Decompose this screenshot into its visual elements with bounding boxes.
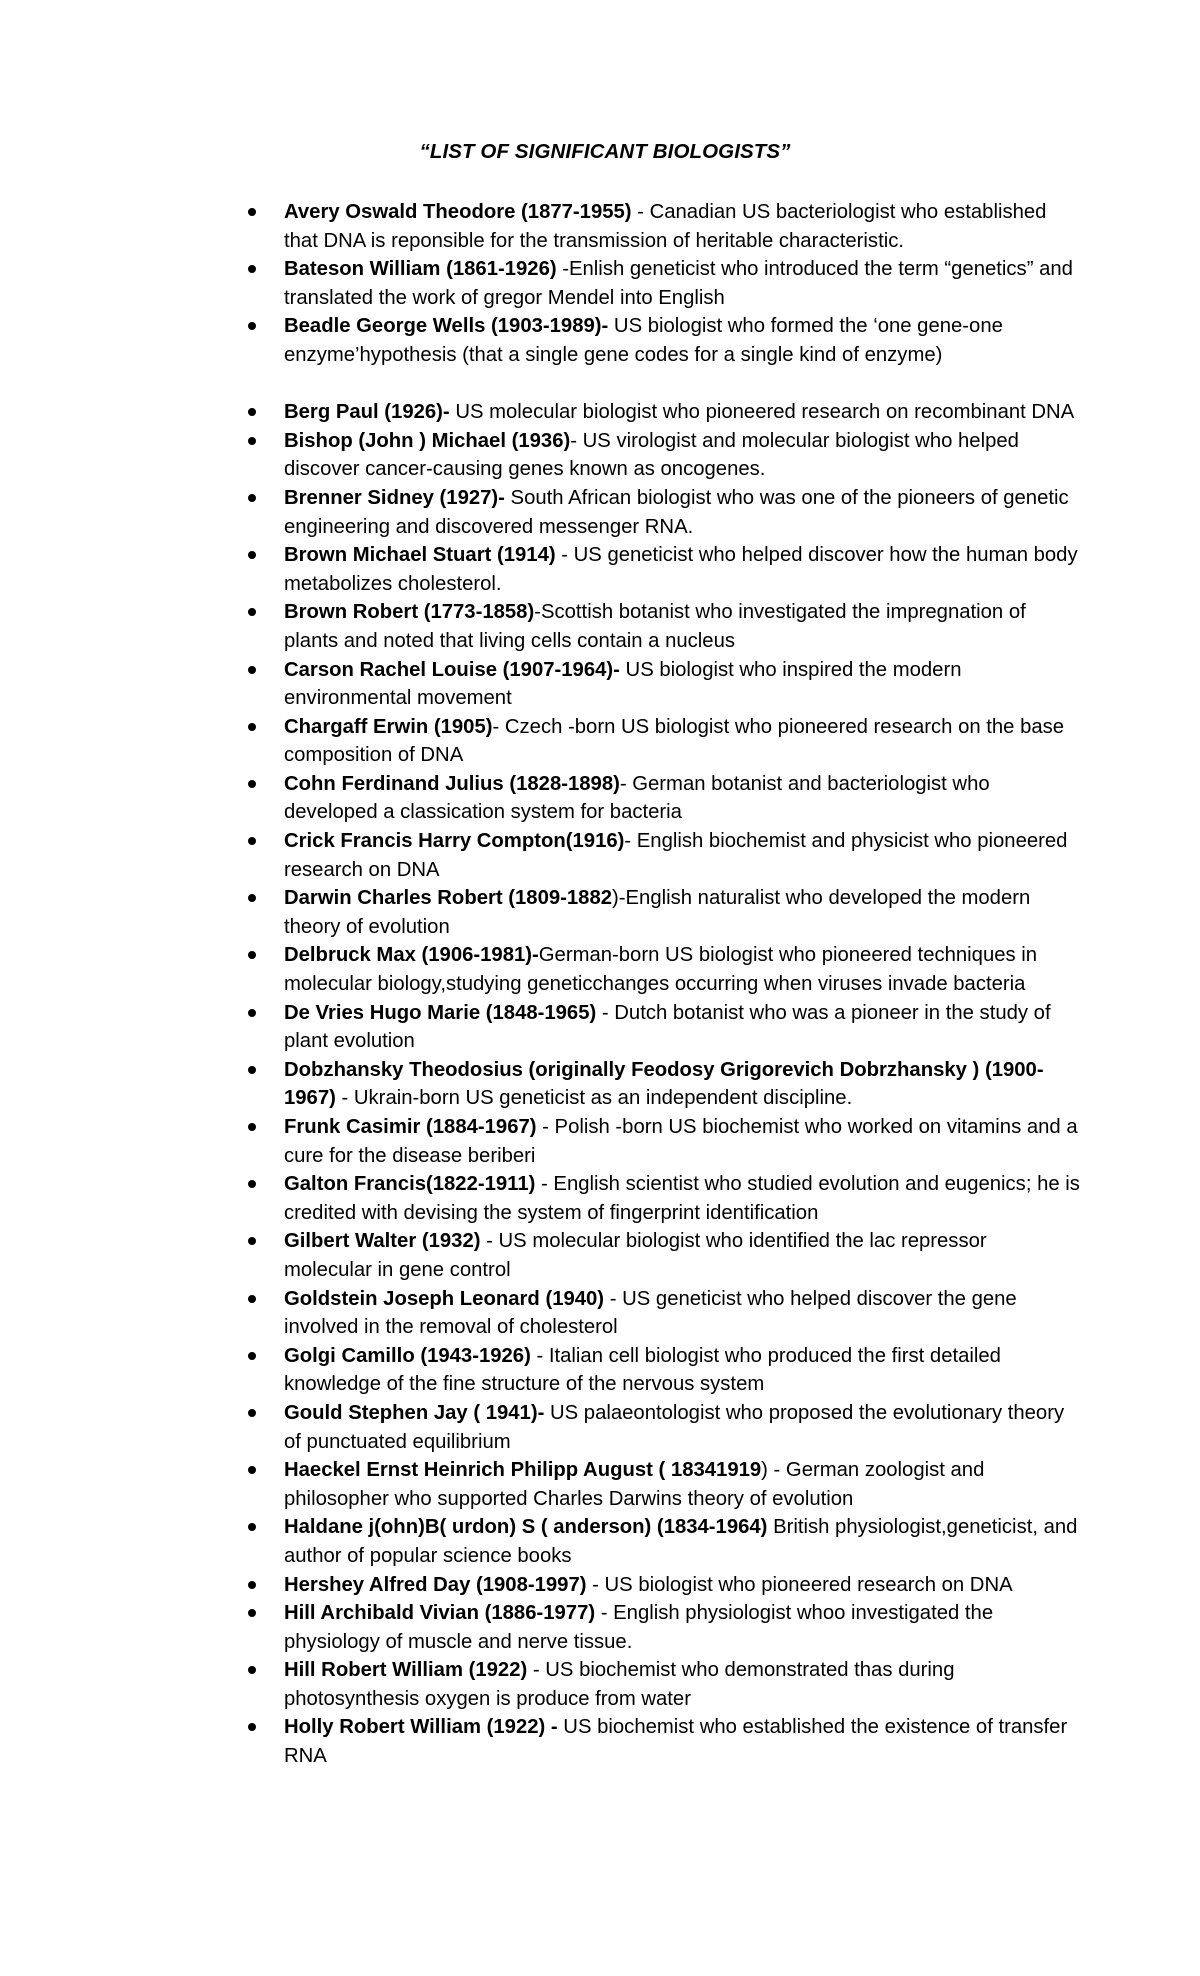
biologist-name: Avery Oswald Theodore (1877-1955) bbox=[284, 201, 632, 223]
list-item bbox=[0, 656, 1080, 713]
bullet-icon bbox=[248, 1295, 256, 1303]
biologist-description: US biologist who formed the ‘one gene-one enzyme’hypothesis (that a single gene codes for a single kind of enzyme) bbox=[284, 315, 1003, 366]
bullet-icon bbox=[248, 894, 256, 902]
biologist-description: - English physiologist whoo investigated the physiology of muscle and nerve tissue. bbox=[284, 1602, 994, 1653]
biologist-name: Brown Robert (1773-1858) bbox=[284, 601, 535, 624]
list-item bbox=[0, 1285, 1080, 1342]
biologist-description: British physiologist,geneticist, and author of popular science books bbox=[284, 1516, 1078, 1567]
bullet-icon bbox=[248, 1466, 256, 1474]
list-item bbox=[0, 1056, 1080, 1113]
biologist-description: - English scientist who studied evolution and eugenics; he is credited with devising the system of fingerprint identification bbox=[284, 1173, 1080, 1224]
biologist-list bbox=[0, 198, 1200, 1771]
biologist-description: - Czech -born US biologist who pioneered research on the base composition of DNA bbox=[284, 715, 1065, 767]
biologist-name: Goldstein Joseph Leonard (1940) bbox=[284, 1287, 605, 1310]
list-item bbox=[0, 484, 1080, 541]
list-item bbox=[0, 1656, 1080, 1713]
biologist-name: Haeckel Ernst Heinrich Philipp August ( 18341919 bbox=[284, 1459, 762, 1482]
biologist-name: Brenner Sidney (1927)- bbox=[284, 486, 505, 509]
biologist-name: Beadle George Wells (1903-1989)- bbox=[284, 315, 609, 338]
biologist-description: German-born US biologist who pioneered techniques in molecular biology,studying geneticchanges occurring when viruses invade bacteria bbox=[284, 944, 1038, 996]
biologist-description: US biochemist who established the existence of transfer RNA bbox=[284, 1716, 1068, 1768]
bullet-icon bbox=[248, 1409, 256, 1417]
list-item bbox=[0, 770, 1080, 827]
bullet-icon bbox=[248, 494, 256, 502]
list-item bbox=[0, 255, 1080, 312]
bullet-icon bbox=[248, 408, 256, 416]
list-item bbox=[0, 1571, 1080, 1600]
biologist-name: Gould Stephen Jay ( 1941)- bbox=[284, 1401, 545, 1424]
biologist-description: South African biologist who was one of the pioneers of genetic engineering and discovered messenger RNA. bbox=[284, 486, 1069, 538]
bullet-icon bbox=[248, 780, 256, 788]
bullet-icon bbox=[248, 1609, 256, 1617]
list-item bbox=[0, 1342, 1080, 1399]
bullet-icon bbox=[248, 1009, 256, 1017]
biologist-name: Holly Robert William (1922) - bbox=[284, 1716, 558, 1739]
biologist-name: Haldane j(ohn)B( urdon) S ( anderson) (1834-1964) bbox=[284, 1516, 768, 1539]
list-item bbox=[0, 999, 1080, 1056]
biologist-name: Crick Francis Harry Compton(1916) bbox=[284, 830, 625, 853]
list-item bbox=[0, 1399, 1080, 1456]
bullet-icon bbox=[248, 837, 256, 845]
list-item bbox=[0, 1513, 1080, 1570]
bullet-icon bbox=[248, 551, 256, 559]
biologist-name: Carson Rachel Louise (1907-1964)- bbox=[284, 658, 620, 681]
list-item bbox=[0, 1713, 1080, 1770]
bullet-icon bbox=[248, 1581, 256, 1589]
biologist-name: Bateson William (1861-1926) bbox=[284, 258, 557, 281]
biologist-description: US palaeontologist who proposed the evolutionary theory of punctuated equilibrium bbox=[284, 1401, 1065, 1453]
biologist-name: Hill Archibald Vivian (1886-1977) bbox=[284, 1602, 596, 1625]
bullet-icon bbox=[248, 322, 256, 330]
biologist-name: Hershey Alfred Day (1908-1997) bbox=[284, 1573, 587, 1596]
biologist-description: )-English naturalist who developed the modern theory of evolution bbox=[284, 887, 1031, 938]
bullet-icon bbox=[248, 1123, 256, 1131]
list-item bbox=[0, 1599, 1080, 1656]
biologist-description: - US biochemist who demonstrated thas during photosynthesis oxygen is produce from water bbox=[284, 1659, 955, 1710]
bullet-icon bbox=[248, 1666, 256, 1674]
list-item bbox=[0, 427, 1080, 484]
biologist-description: - US virologist and molecular biologist who helped discover cancer-causing genes known as oncogenes. bbox=[284, 429, 1019, 481]
biologist-name: Gilbert Walter (1932) bbox=[284, 1230, 481, 1253]
biologist-name: Golgi Camillo (1943-1926) bbox=[284, 1344, 531, 1367]
biologist-description: US molecular biologist who pioneered research on recombinant DNA bbox=[449, 401, 1075, 424]
bullet-icon bbox=[248, 1523, 256, 1531]
biologist-name: Frunk Casimir (1884-1967) bbox=[284, 1116, 537, 1138]
bullet-icon bbox=[248, 666, 256, 674]
list-item bbox=[0, 541, 1080, 598]
bullet-icon bbox=[248, 265, 256, 273]
list-item bbox=[0, 827, 1080, 884]
bullet-icon bbox=[248, 1723, 256, 1731]
biologist-name: Brown Michael Stuart (1914) bbox=[284, 544, 556, 567]
list-item bbox=[0, 1170, 1080, 1227]
biologist-name: Hill Robert William (1922) bbox=[284, 1659, 528, 1682]
list-item bbox=[0, 713, 1080, 770]
biologist-description: - US geneticist who helped discover the gene involved in the removal of cholesterol bbox=[284, 1287, 1017, 1339]
list-item bbox=[0, 884, 1080, 941]
list-item bbox=[0, 1113, 1080, 1170]
bullet-icon bbox=[248, 951, 256, 959]
biologist-description: - English biochemist and physicist who pioneered research on DNA bbox=[284, 830, 1068, 881]
biologist-description: ) - German zoologist and philosopher who supported Charles Darwins theory of evolution bbox=[284, 1459, 985, 1510]
biologist-description: - Canadian US bacteriologist who established that DNA is reponsible for the transmission of heritable characteristic. bbox=[284, 201, 1047, 252]
list-item bbox=[0, 398, 1080, 427]
bullet-icon bbox=[248, 208, 256, 216]
biologist-name: Chargaff Erwin (1905) bbox=[284, 715, 493, 738]
biologist-description: -Enlish geneticist who introduced the term “genetics” and translated the work of gregor Mendel into English bbox=[284, 258, 1073, 309]
bullet-icon bbox=[248, 1180, 256, 1188]
list-item bbox=[0, 598, 1080, 655]
biologist-name: Dobzhansky Theodosius (originally Feodosy Grigorevich Dobrzhansky ) (1900-1967) bbox=[284, 1058, 1044, 1110]
biologist-description: - German botanist and bacteriologist who developed a classication system for bacteria bbox=[284, 772, 990, 824]
biologist-name: De Vries Hugo Marie (1848-1965) bbox=[284, 1001, 597, 1024]
bullet-icon bbox=[248, 437, 256, 445]
biologist-description: US biologist who inspired the modern environmental movement bbox=[284, 658, 962, 710]
biologist-description: - Ukrain-born US geneticist as an independent discipline. bbox=[335, 1087, 853, 1110]
biologist-description: - Polish -born US biochemist who worked on vitamins and a cure for the disease beriberi bbox=[284, 1116, 1078, 1167]
bullet-icon bbox=[248, 608, 256, 616]
biologist-description: - Italian cell biologist who produced the first detailed knowledge of the fine structure of the nervous system bbox=[284, 1344, 1001, 1396]
biologist-description: - US molecular biologist who identified the lac repressor molecular in gene control bbox=[284, 1230, 987, 1281]
biologist-name: Berg Paul (1926)- bbox=[284, 401, 450, 424]
biologist-description: - US biologist who pioneered research on DNA bbox=[586, 1573, 1013, 1596]
biologist-name: Darwin Charles Robert (1809-1882 bbox=[284, 887, 613, 910]
biologist-name: Cohn Ferdinand Julius (1828-1898) bbox=[284, 772, 620, 795]
biologist-name: Bishop (John ) Michael (1936) bbox=[284, 429, 571, 452]
bullet-icon bbox=[248, 723, 256, 731]
bullet-icon bbox=[248, 1237, 256, 1245]
biologist-name: Galton Francis(1822-1911) bbox=[284, 1173, 536, 1196]
biologist-description: - Dutch botanist who was a pioneer in the study of plant evolution bbox=[284, 1001, 1051, 1053]
biologist-description: -Scottish botanist who investigated the impregnation of plants and noted that living cells contain a nucleus bbox=[284, 601, 1026, 652]
list-item bbox=[0, 1456, 1080, 1513]
bullet-icon bbox=[248, 1066, 256, 1074]
list-item bbox=[0, 312, 1080, 369]
list-item bbox=[0, 198, 1080, 255]
document-title: “LIST OF SIGNIFICANT BIOLOGISTS” bbox=[419, 140, 791, 163]
bullet-icon bbox=[248, 1352, 256, 1360]
list-item bbox=[0, 941, 1080, 998]
biologist-name: Delbruck Max (1906-1981)- bbox=[284, 944, 539, 967]
biologist-description: - US geneticist who helped discover how the human body metabolizes cholesterol. bbox=[284, 544, 1078, 595]
list-item bbox=[0, 1227, 1080, 1284]
